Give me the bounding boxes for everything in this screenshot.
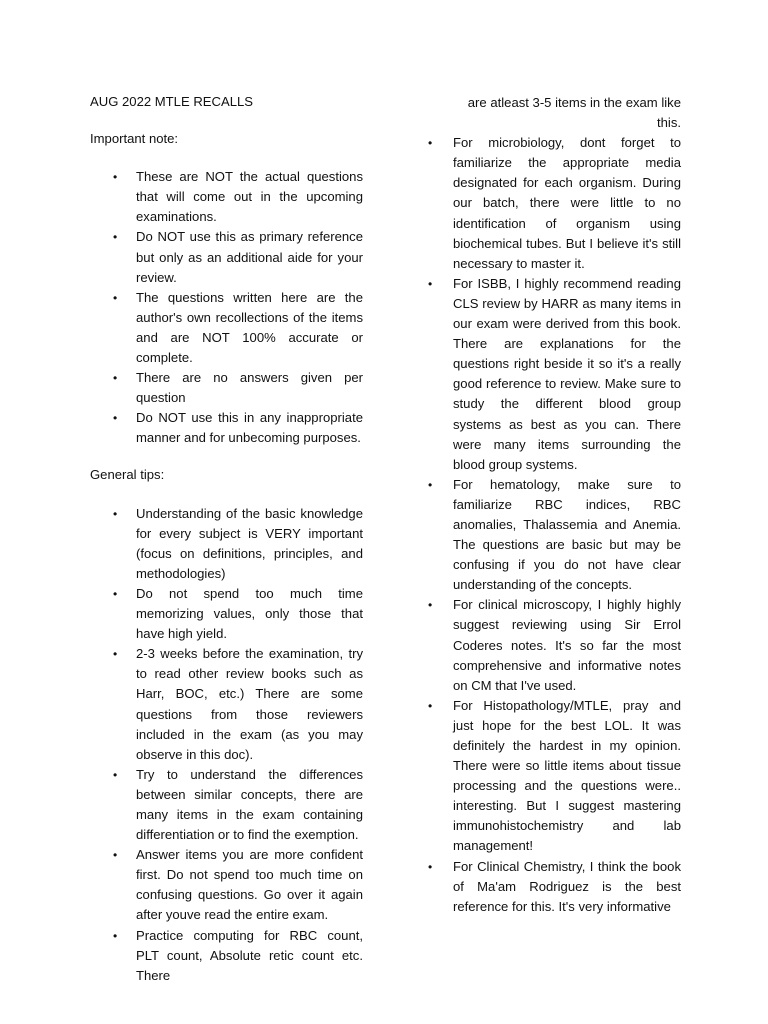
bullet-icon: • [428, 477, 433, 492]
bullet-icon: • [113, 586, 118, 601]
bullet-icon: • [113, 170, 118, 185]
general-tips-list [90, 504, 363, 986]
list-item: • For Clinical Chemistry, I think the book of Ma'am Rodriguez is the best reference for this. It's very informative [428, 858, 681, 914]
bullet-icon: • [113, 767, 118, 782]
important-note-list [90, 167, 363, 448]
list-item-continuation: are atleast 3-5 items in the exam like this. [467, 95, 681, 131]
general-tips-list-continued [425, 133, 681, 917]
bullet-icon: • [113, 230, 118, 245]
bullet-icon: • [113, 411, 118, 426]
list-item: • Do not spend too much time memorizing values, only those that have high yield. [113, 585, 363, 642]
list-item: • There are no answers given per question [113, 370, 363, 406]
list-item: • For Histopathology/MTLE, pray and just hope for the best LOL. It was definitely the hardest in my opinion. There were so little items about tissue processing and the questions were.. interesting. But I suggest mastering immunohistochemistry and lab management! [428, 697, 681, 854]
bullet-icon: • [113, 371, 118, 386]
list-item: • The questions written here are the author's own recollections of the items and are NOT 100% accurate or complete. [113, 289, 363, 366]
important-note-heading: Important note: [90, 131, 179, 147]
bullet-icon: • [428, 136, 433, 151]
bullet-icon: • [428, 859, 433, 874]
bullet-icon: • [113, 647, 118, 662]
bullet-icon: • [428, 276, 433, 291]
list-item: • Answer items you are more confident first. Do not spend too much time on confusing questions. Go over it again after youve read the entire exam. [113, 847, 363, 923]
left-column [90, 0, 363, 986]
bullet-icon: • [113, 506, 118, 521]
list-item: • 2-3 weeks before the examination, try to read other review books such as Harr, BOC, etc.) There are some questions from those reviewers included in the exam (as you may observe in this doc). [113, 646, 363, 762]
list-item: • Do NOT use this as primary reference but only as an additional aide for your review. [113, 229, 363, 285]
list-item: • For ISBB, I highly recommend reading CLS review by HARR as many items in our exam were derived from this book. There are explanations for the questions right beside it so it's a really good reference to review. Make sure to study the different blood group systems as best as you can. There were many items surrounding the blood group systems. [428, 275, 681, 472]
bullet-icon: • [113, 290, 118, 305]
bullet-icon: • [113, 928, 118, 943]
list-item: • These are NOT the actual questions that will come out in the upcoming examinations. [113, 169, 363, 225]
list-item: • Understanding of the basic knowledge for every subject is VERY important (focus on definitions, principles, and methodologies) [113, 505, 363, 581]
list-item: • For hematology, make sure to familiarize RBC indices, RBC anomalies, Thalassemia and Anemia. The questions are basic but may be confusing if you do not have clear understanding of the concepts. [428, 476, 681, 593]
right-column [425, 0, 681, 917]
list-item: • Try to understand the differences between similar concepts, there are many items in the exam containing differentiation or to find the exemption. [113, 766, 363, 843]
bullet-icon: • [428, 698, 433, 713]
general-tips-heading: General tips: [90, 466, 165, 482]
bullet-icon: • [113, 848, 118, 863]
list-item: • For microbiology, dont forget to familiarize the appropriate media designated for each organism. During our batch, there were little to no identification of organism using biochemical tubes. But I believe it's still necessary to master it. [428, 135, 681, 271]
list-item: • Do NOT use this in any inappropriate manner and for unbecoming purposes. [113, 410, 363, 446]
bullet-icon: • [428, 598, 433, 613]
list-item: • Practice computing for RBC count, PLT count, Absolute retic count etc. There [113, 927, 363, 983]
list-item: • For clinical microscopy, I highly highly suggest reviewing using Sir Errol Coderes notes. It's so far the most comprehensive and informative notes on CM that I've used. [428, 597, 681, 693]
document-title: AUG 2022 MTLE RECALLS [90, 94, 254, 109]
